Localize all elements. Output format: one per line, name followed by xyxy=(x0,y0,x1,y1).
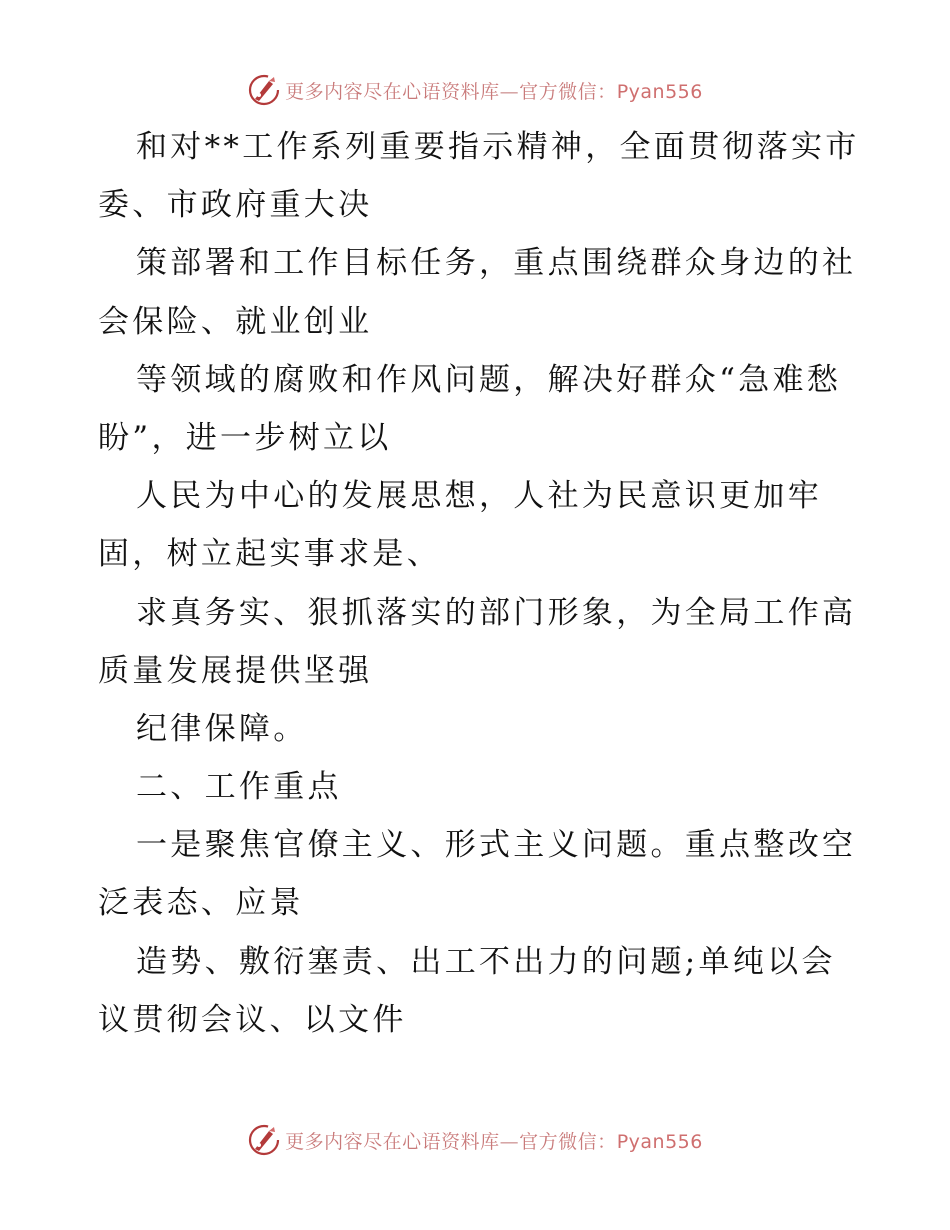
watermark-wechat-label: 官方微信： xyxy=(519,80,617,103)
watermark-site-text: 更多内容尽在心语资料库 xyxy=(285,80,500,103)
body-line: 求真务实、狠抓落实的部门形象，为全局工作高 xyxy=(136,594,857,631)
body-line: 质量发展提供坚强 xyxy=(98,652,373,689)
body-line: 委、市政府重大决 xyxy=(98,187,373,224)
header-watermark xyxy=(0,70,950,110)
watermark-wechat-id: Pyan556 xyxy=(616,1130,703,1153)
footer-watermark xyxy=(0,1120,950,1160)
body-line: 泛表态、应景 xyxy=(98,885,304,922)
watermark-separator: — xyxy=(499,1130,520,1153)
body-line: 和对**工作系列重要指示精神，全面贯彻落实市 xyxy=(136,129,860,165)
quill-logo-icon xyxy=(247,1123,281,1157)
body-line: 策部署和工作目标任务，重点围绕群众身边的社 xyxy=(136,245,857,282)
watermark-wechat-label: 官方微信： xyxy=(519,1130,617,1153)
watermark-site-text: 更多内容尽在心语资料库 xyxy=(285,1130,500,1153)
watermark-text xyxy=(285,1127,703,1154)
body-line: 会保险、就业创业 xyxy=(98,303,373,340)
body-line: 议贯彻会议、以文件 xyxy=(98,1001,407,1038)
quill-logo-icon xyxy=(247,73,281,107)
body-line: 人民为中心的发展思想，人社为民意识更加牢 xyxy=(136,478,822,515)
body-line: 一是聚焦官僚主义、形式主义问题。重点整改空 xyxy=(136,827,857,864)
body-line: 盼”，进一步树立以 xyxy=(98,419,392,456)
watermark-text xyxy=(285,77,703,104)
body-line: 固，树立起实事求是、 xyxy=(98,536,441,573)
body-line: 造势、敷衍塞责、出工不出力的问题;单纯以会 xyxy=(136,943,836,980)
watermark-wechat-id: Pyan556 xyxy=(616,80,703,103)
document-body xyxy=(98,118,860,1049)
section-heading: 二、工作重点 xyxy=(136,769,342,806)
body-line: 纪律保障。 xyxy=(136,710,308,747)
body-line: 等领域的腐败和作风问题，解决好群众“急难愁 xyxy=(136,361,842,398)
watermark-separator: — xyxy=(499,80,520,103)
